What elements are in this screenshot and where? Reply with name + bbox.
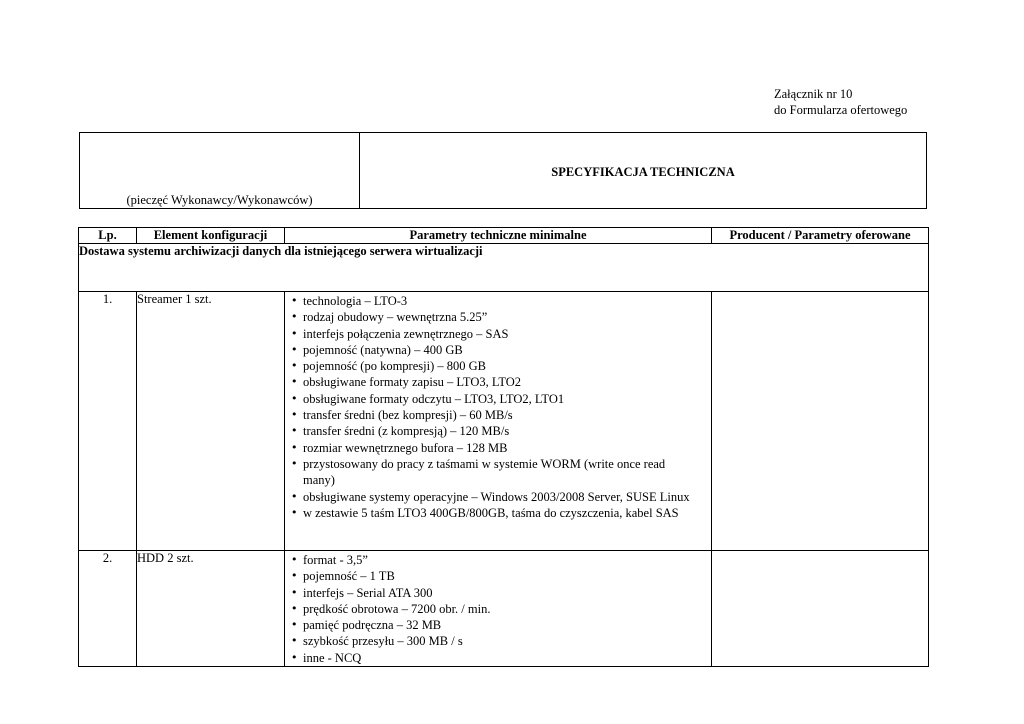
param-item: • w zestawie 5 taśm LTO3 400GB/800GB, taśma do czyszczenia, kabel SAS xyxy=(303,505,711,521)
annex-line-2: do Formularza ofertowego xyxy=(774,103,908,117)
col-header-offered: Producent / Parametry oferowane xyxy=(712,228,929,244)
section-title: Dostawa systemu archiwizacji danych dla istniejącego serwera wirtualizacji xyxy=(79,244,929,292)
params-list xyxy=(285,292,711,521)
param-item: • pamięć podręczna – 32 MB xyxy=(303,617,711,633)
row-lp: 1. xyxy=(79,292,137,551)
param-item: • przystosowany do pracy z taśmami w systemie WORM (write once read many) xyxy=(303,456,711,489)
param-item: • obsługiwane systemy operacyjne – Windows 2003/2008 Server, SUSE Linux xyxy=(303,489,711,505)
table-row xyxy=(79,292,929,551)
spec-table xyxy=(78,227,929,667)
row-offered[interactable] xyxy=(712,292,929,551)
annex-line-1: Załącznik nr 10 xyxy=(774,87,853,101)
col-header-lp: Lp. xyxy=(79,228,137,244)
param-item: • obsługiwane formaty odczytu – LTO3, LTO2, LTO1 xyxy=(303,391,711,407)
param-item: • pojemność – 1 TB xyxy=(303,568,711,584)
row-lp: 2. xyxy=(79,551,137,667)
param-item: • interfejs połączenia zewnętrznego – SAS xyxy=(303,326,711,342)
stamp-label: (pieczęć Wykonawcy/Wykonawców) xyxy=(126,193,313,207)
param-item: • rodzaj obudowy – wewnętrzna 5.25” xyxy=(303,309,711,325)
row-params xyxy=(285,551,712,667)
param-item: • transfer średni (z kompresją) – 120 MB/s xyxy=(303,423,711,439)
col-header-params: Parametry techniczne minimalne xyxy=(285,228,712,244)
param-item: • rozmiar wewnętrznego bufora – 128 MB xyxy=(303,440,711,456)
param-item: • format - 3,5” xyxy=(303,552,711,568)
row-params xyxy=(285,292,712,551)
param-item: • obsługiwane formaty zapisu – LTO3, LTO2 xyxy=(303,374,711,390)
param-item: • pojemność (natywna) – 400 GB xyxy=(303,342,711,358)
row-element: Streamer 1 szt. xyxy=(137,292,285,551)
spec-title: SPECYFIKACJA TECHNICZNA xyxy=(551,165,735,179)
param-item: • prędkość obrotowa – 7200 obr. / min. xyxy=(303,601,711,617)
param-item: • szybkość przesyłu – 300 MB / s xyxy=(303,633,711,649)
annex-note xyxy=(774,86,907,118)
table-header-row xyxy=(79,228,929,244)
params-list xyxy=(285,551,711,666)
section-row xyxy=(79,244,929,292)
col-header-element: Element konfiguracji xyxy=(137,228,285,244)
row-offered[interactable] xyxy=(712,551,929,667)
param-item: • interfejs – Serial ATA 300 xyxy=(303,585,711,601)
header-box xyxy=(79,132,927,209)
table-row xyxy=(79,551,929,667)
stamp-cell xyxy=(80,133,360,208)
param-item: • inne - NCQ xyxy=(303,650,711,666)
param-item: • transfer średni (bez kompresji) – 60 MB/s xyxy=(303,407,711,423)
param-item: • technologia – LTO-3 xyxy=(303,293,711,309)
row-element: HDD 2 szt. xyxy=(137,551,285,667)
param-item: • pojemność (po kompresji) – 800 GB xyxy=(303,358,711,374)
